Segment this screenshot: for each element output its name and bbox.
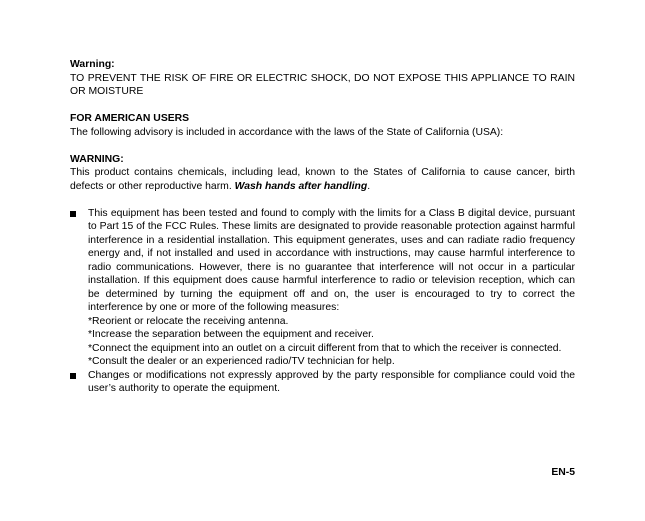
measure-item: *Increase the separation between the equipment and receiver. bbox=[88, 329, 374, 340]
measure-item: *Reorient or relocate the receiving antenna. bbox=[88, 315, 289, 327]
list-item bbox=[70, 369, 575, 396]
warning-section bbox=[70, 58, 575, 99]
document-page bbox=[70, 58, 575, 396]
california-warning-period: . bbox=[367, 180, 371, 192]
american-users-heading: FOR AMERICAN USERS bbox=[70, 113, 190, 124]
american-users-text: The following advisory is included in accordance with the laws of the State of California (USA): bbox=[70, 126, 504, 138]
california-warning-text bbox=[70, 166, 575, 193]
california-warning-body: This product contains chemicals, including lead, known to the States of California to cause cancer, birth defects or other reproductive harm. bbox=[70, 167, 575, 192]
american-users-section bbox=[70, 112, 575, 139]
california-warning-heading: WARNING: bbox=[70, 153, 124, 165]
warning-text: TO PREVENT THE RISK OF FIRE OR ELECTRIC SHOCK, DO NOT EXPOSE THIS APPLIANCE TO RAIN OR MOISTURE bbox=[70, 72, 575, 97]
square-bullet-icon bbox=[70, 373, 76, 379]
fcc-bullet-list bbox=[70, 207, 575, 396]
warning-heading: Warning: bbox=[70, 59, 115, 70]
wash-hands-emphasis: Wash hands after handling bbox=[234, 180, 368, 192]
measure-item: *Consult the dealer or an experienced radio/TV technician for help. bbox=[88, 356, 395, 367]
measure-item: *Connect the equipment into an outlet on a circuit different from that to which the receiver is connected. bbox=[88, 342, 562, 354]
modifications-warning-text: Changes or modifications not expressly approved by the party responsible for compliance could void the user’s authority to operate the equipment. bbox=[88, 369, 575, 394]
list-item bbox=[70, 207, 575, 369]
fcc-compliance-text: This equipment has been tested and found to comply with the limits for a Class B digital device, pursuant to Part 15 of the FCC Rules. These limits are designated to provide reasonable protection against harmful interference in a residential installation. This equipment generates, uses and can radiate radio frequency energy and, if not installed and used in accordance with instructions, may cause harmful interference to radio communications. However, there is no guarantee that interference will not occur in a particular installation. If this equipment does cause harmful interference to radio or television reception, which can be determined by turning the equipment off and on, the user is encouraged to try to correct the interference by one or more of the following measures: bbox=[88, 207, 575, 313]
square-bullet-icon bbox=[70, 211, 76, 217]
california-warning-section bbox=[70, 153, 575, 194]
page-number: EN-5 bbox=[551, 467, 575, 478]
